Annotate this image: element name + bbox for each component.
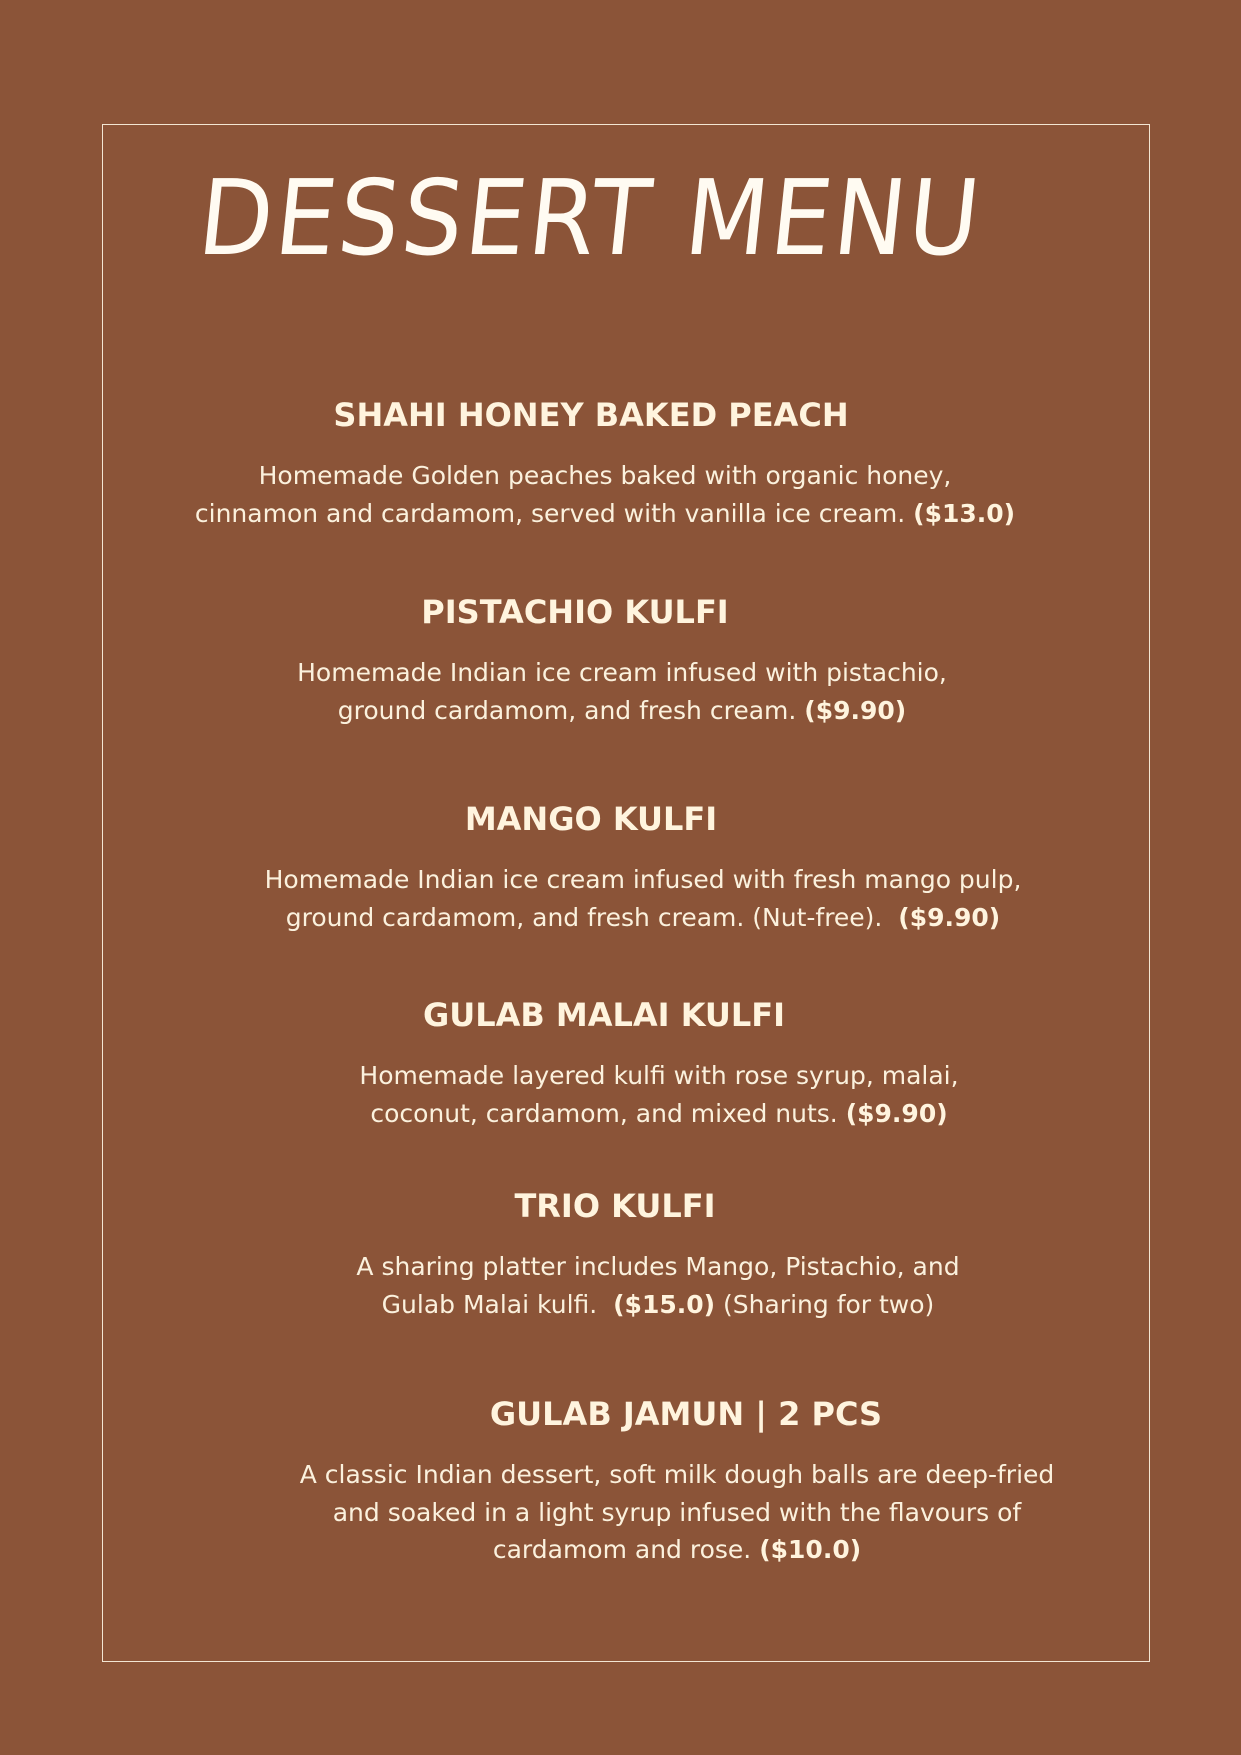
description-line	[359, 1095, 958, 1133]
item-name-shahi-honey-baked-peach: SHAHI HONEY BAKED PEACH	[333, 396, 849, 434]
description-line	[356, 1286, 959, 1324]
item-description-gulab-jamun	[300, 1456, 1055, 1569]
description-line: Homemade Indian ice cream infused with fresh mango pulp,	[264, 865, 1022, 894]
item-description-gulab-malai-kulfi	[359, 1057, 958, 1132]
item-name-gulab-jamun: GULAB JAMUN | 2 PCS	[489, 1395, 883, 1433]
description-line	[300, 1531, 1055, 1569]
item-name-mango-kulfi: MANGO KULFI	[464, 800, 718, 838]
item-name-pistachio-kulfi: PISTACHIO KULFI	[421, 593, 729, 631]
item-description-mango-kulfi	[265, 861, 1022, 936]
description-text: coconut, cardamom, and mixed nuts.	[370, 1098, 838, 1128]
item-description-pistachio-kulfi	[297, 654, 947, 729]
item-description-shahi-honey-baked-peach	[195, 457, 1015, 532]
item-price: ($9.90)	[845, 1098, 948, 1128]
item-description-trio-kulfi	[356, 1248, 959, 1323]
description-line: Homemade layered kulfi with rose syrup, malai,	[359, 1061, 959, 1090]
description-line: Homemade Indian ice cream infused with pistachio,	[297, 658, 947, 687]
description-text: ground cardamom, and fresh cream.	[337, 695, 797, 725]
item-price: ($9.90)	[804, 695, 907, 725]
item-price: ($15.0)	[613, 1289, 716, 1319]
item-name-trio-kulfi: TRIO KULFI	[514, 1187, 716, 1225]
item-price: ($13.0)	[913, 498, 1016, 528]
description-line	[195, 495, 1015, 533]
description-line: Homemade Golden peaches baked with organic honey,	[258, 461, 952, 490]
item-price: ($10.0)	[759, 1535, 862, 1564]
description-text: ground cardamom, and fresh cream. (Nut-free).	[285, 902, 883, 932]
description-line	[265, 899, 1022, 937]
item-note: (Sharing for two)	[723, 1289, 935, 1319]
description-text: Gulab Malai kulfi.	[381, 1289, 598, 1319]
description-line: A sharing platter includes Mango, Pistachio, and	[356, 1252, 960, 1281]
description-line: A classic Indian dessert, soft milk dough balls are deep-fried	[299, 1460, 1055, 1489]
item-name-gulab-malai-kulfi: GULAB MALAI KULFI	[422, 996, 786, 1034]
description-text: cardamom and rose.	[492, 1535, 752, 1564]
description-line	[297, 692, 947, 730]
item-price: ($9.90)	[898, 902, 1001, 932]
description-text: cinnamon and cardamom, served with vanilla ice cream.	[194, 498, 906, 528]
menu-title: DESSERT MENU	[193, 157, 988, 279]
description-line: and soaked in a light syrup infused with the flavours of	[332, 1497, 1022, 1527]
